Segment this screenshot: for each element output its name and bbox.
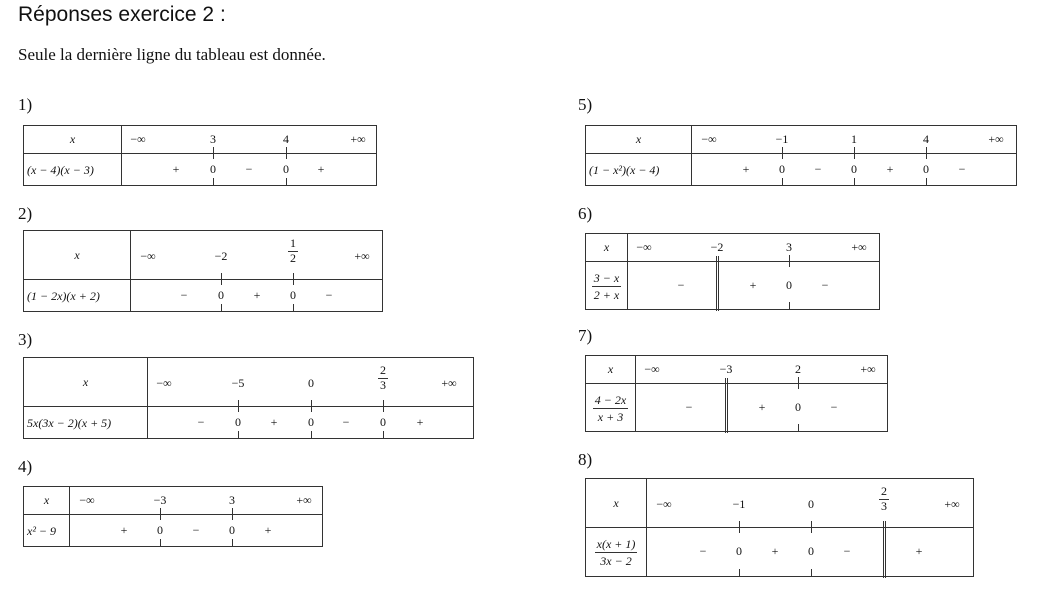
expression-label: x² − 9	[27, 523, 57, 538]
fraction-denominator: x + 3	[597, 409, 624, 424]
sign: 0	[786, 278, 792, 292]
fraction-numerator: 1	[290, 236, 296, 250]
question-number-1: 1)	[18, 95, 33, 114]
expression-label: 5x(3x − 2)(x + 5)	[27, 415, 112, 430]
sign: +	[416, 415, 424, 429]
sign-table-6	[585, 233, 880, 310]
expression-label: (1 − x²)(x − 4)	[589, 162, 660, 177]
x-value: 4	[923, 132, 929, 146]
sign: −	[180, 288, 188, 302]
sign: 0	[808, 544, 814, 558]
x-value: −∞	[130, 132, 146, 146]
x-value: 3	[786, 240, 792, 254]
expression-label	[586, 384, 635, 432]
x-value: −1	[775, 132, 789, 146]
x-value: 4	[283, 132, 289, 146]
x-value: +∞	[441, 376, 457, 390]
expression-label	[586, 262, 627, 310]
x-value: 0	[808, 497, 814, 511]
sign: −	[821, 278, 829, 292]
sign: +	[120, 523, 128, 537]
sign: −	[342, 415, 350, 429]
x-header: x	[613, 495, 619, 510]
sign: −	[192, 523, 200, 537]
sign-table-8	[585, 478, 974, 577]
x-value: +∞	[296, 493, 312, 507]
x-value: −3	[153, 493, 167, 507]
x-header: x	[607, 362, 614, 376]
sign: −	[197, 415, 205, 429]
sign: 0	[229, 523, 235, 537]
x-value: +∞	[860, 362, 876, 376]
sign: −	[814, 162, 822, 176]
x-value: −∞	[644, 362, 660, 376]
fraction-denominator: 3x − 2	[600, 554, 632, 568]
x-value: +∞	[988, 132, 1004, 146]
x-value: −3	[719, 362, 733, 376]
forbidden-value-bar	[725, 378, 728, 433]
question-number-2: 2)	[18, 204, 33, 223]
x-value: −∞	[156, 376, 172, 390]
forbidden-value-bar	[716, 256, 719, 311]
sign-table-3	[23, 357, 474, 439]
sign-table-7	[585, 355, 888, 432]
sign: −	[325, 288, 333, 302]
x-value: 1	[851, 132, 857, 146]
fraction-denominator: 2	[290, 250, 296, 265]
sign: 0	[235, 415, 241, 429]
fraction-denominator: 2 + x	[593, 287, 620, 302]
question-number-5: 5)	[578, 95, 593, 114]
fraction-numerator: 4 − 2x	[594, 392, 627, 407]
sign: −	[245, 162, 253, 176]
question-number-4: 4)	[18, 457, 33, 476]
sign: −	[677, 278, 685, 292]
sign: +	[270, 415, 278, 429]
expression-label: (x − 4)(x − 3)	[27, 162, 94, 177]
question-number-3: 3)	[18, 330, 33, 349]
x-header: x	[82, 374, 89, 389]
sign: +	[317, 162, 325, 176]
question-number-7: 7)	[578, 326, 593, 345]
x-value: +∞	[354, 249, 370, 263]
fraction-numerator: x(x + 1)	[596, 537, 636, 551]
fraction-numerator: 3 − x	[593, 270, 620, 285]
x-value: −5	[231, 376, 245, 390]
forbidden-value-bar	[883, 521, 886, 578]
page-title: Réponses exercice 2 :	[18, 3, 226, 26]
sign: −	[843, 544, 851, 558]
x-value: 3	[210, 132, 216, 146]
sign: −	[830, 400, 838, 414]
x-value: −∞	[140, 249, 156, 263]
x-value-fraction	[288, 237, 298, 266]
x-value: −1	[732, 497, 746, 511]
fraction-denominator: 3	[881, 498, 887, 513]
sign-table-5	[585, 125, 1017, 186]
sign: 0	[210, 162, 216, 176]
x-value: −∞	[636, 240, 652, 254]
x-header: x	[74, 247, 80, 262]
sign: +	[172, 162, 180, 176]
x-value: 3	[229, 493, 235, 507]
sign: 0	[380, 415, 386, 429]
question-number-6: 6)	[578, 204, 593, 223]
sign: 0	[779, 162, 785, 176]
x-value: +∞	[350, 132, 366, 146]
sign: −	[685, 400, 693, 414]
sign: 0	[283, 162, 289, 176]
sign: +	[742, 162, 750, 176]
x-header: x	[43, 493, 50, 507]
sign: +	[253, 288, 261, 302]
x-value: −∞	[701, 132, 717, 146]
x-value: −∞	[79, 493, 95, 507]
expression-label: (1 − 2x)(x + 2)	[27, 288, 100, 303]
x-value: +∞	[851, 240, 867, 254]
sign: 0	[851, 162, 857, 176]
sign: 0	[308, 415, 314, 429]
fraction-numerator: 2	[380, 363, 386, 377]
x-value: 0	[308, 376, 314, 390]
sign: +	[749, 278, 757, 292]
x-value: −2	[214, 249, 228, 263]
fraction-numerator: 2	[881, 484, 887, 498]
x-value: 2	[795, 362, 801, 376]
sign: 0	[157, 523, 163, 537]
sign: 0	[736, 544, 742, 558]
page-subtitle: Seule la dernière ligne du tableau est donnée.	[18, 45, 326, 64]
x-value-fraction	[879, 485, 889, 514]
expression-label	[586, 528, 646, 577]
sign: 0	[923, 162, 929, 176]
sign: −	[958, 162, 966, 176]
sign-table-1	[23, 125, 377, 186]
x-header: x	[603, 240, 610, 254]
sign: +	[264, 523, 272, 537]
sign-table-2	[23, 230, 383, 312]
sign: 0	[290, 288, 296, 302]
x-value: +∞	[944, 497, 960, 511]
sign: +	[758, 400, 766, 414]
sign: 0	[218, 288, 224, 302]
x-header: x	[69, 132, 76, 146]
x-header: x	[635, 132, 642, 146]
x-value: −2	[710, 240, 724, 254]
sign-table-4	[23, 486, 323, 547]
question-number-8: 8)	[578, 450, 593, 469]
sign: +	[915, 544, 923, 558]
x-value-fraction	[378, 364, 388, 393]
fraction-denominator: 3	[380, 377, 386, 392]
sign: +	[771, 544, 779, 558]
sign: +	[886, 162, 894, 176]
sign: 0	[795, 400, 801, 414]
x-value: −∞	[656, 497, 672, 511]
sign: −	[699, 544, 707, 558]
